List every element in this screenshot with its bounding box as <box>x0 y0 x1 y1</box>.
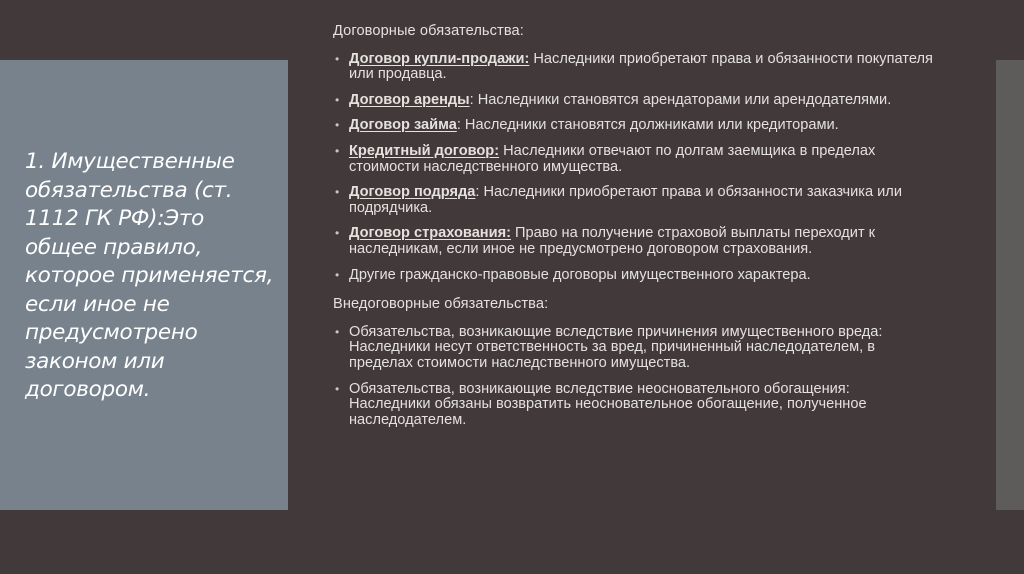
contractual-heading: Договорные обязательства: <box>333 23 524 39</box>
list-item <box>333 382 933 429</box>
list-item <box>333 185 933 216</box>
slide-title: 1. Имущественные обязательства (ст. 1112 ГК РФ):Это общее правило, которое применяется, если иное не предусмотрено законом или договором. <box>25 149 274 402</box>
list-item <box>333 226 933 257</box>
bullet-icon: • <box>335 381 340 396</box>
bullet-icon: • <box>335 143 340 158</box>
item-text: : Наследники становятся должниками или кредиторами. <box>456 117 839 134</box>
item-text: Наследники приобретают права и обязанности покупателя или продавца. <box>349 50 933 83</box>
item-text: Обязательства, возникающие вследствие причинения имущественного вреда: Наследники несут ответственность за вред, причиненный наследодателем, в пределах стоимости наследственного имущества. <box>349 323 883 371</box>
bullet-icon: • <box>335 226 340 241</box>
noncontractual-heading: Внедоговорные обязательства: <box>333 296 549 313</box>
item-term: Договор подряда <box>349 184 476 201</box>
item-text: Другие гражданско-правовые договоры имущественного характера. <box>349 266 811 283</box>
bullet-icon: • <box>335 118 340 133</box>
bullet-icon: • <box>335 185 340 200</box>
item-term: Договор страхования: <box>349 225 511 242</box>
item-text: Наследники отвечают по долгам заемщика в пределах стоимости наследственного имущества. <box>349 142 876 175</box>
item-text: : Наследники приобретают права и обязанности заказчика или подрядчика. <box>349 184 902 216</box>
list-item <box>333 144 933 175</box>
item-term: Договор займа <box>349 117 457 134</box>
bullet-icon: • <box>335 51 340 66</box>
list-item <box>333 52 933 83</box>
noncontractual-list <box>333 325 933 429</box>
item-term: Договор купли-продажи: <box>349 50 530 67</box>
item-text: Обязательства, возникающие вследствие неосновательного обогащения: Наследники обязаны возвратить неосновательное обогащение, полученное наследодателем. <box>349 380 867 428</box>
content-body <box>333 24 933 438</box>
bullet-icon: • <box>335 324 340 339</box>
item-text: Право на получение страховой выплаты переходит к наследникам, если иное не предусмотрено договором страхования. <box>349 225 876 257</box>
bullet-icon: • <box>335 267 340 282</box>
list-item <box>333 118 933 134</box>
list-item <box>333 325 933 372</box>
right-accent-strip <box>996 60 1024 510</box>
contractual-list <box>333 52 933 284</box>
list-item <box>333 268 933 284</box>
item-term: Договор аренды <box>349 91 470 108</box>
bullet-icon: • <box>335 92 340 107</box>
item-text: : Наследники становятся арендаторами или арендодателями. <box>469 91 892 108</box>
list-item <box>333 93 933 109</box>
item-term: Кредитный договор: <box>349 142 500 159</box>
